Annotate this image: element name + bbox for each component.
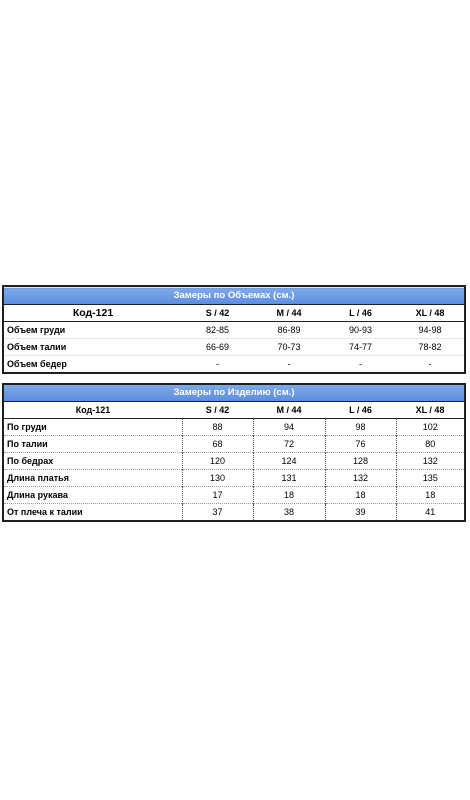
cell-value: 66-69 bbox=[182, 339, 253, 356]
table-title: Замеры по Объемах (см.) bbox=[4, 288, 464, 305]
table-row bbox=[4, 453, 464, 470]
row-label: Длина платья bbox=[4, 470, 182, 487]
cell-value: - bbox=[253, 356, 325, 373]
cell-value: 18 bbox=[396, 487, 464, 504]
size-header: M / 44 bbox=[253, 305, 325, 322]
cell-value: 82-85 bbox=[205, 325, 230, 335]
cell-value: 131 bbox=[253, 470, 325, 487]
product-code: Код-121 bbox=[4, 402, 182, 419]
cell-value: 88 bbox=[182, 419, 253, 436]
cell-value: 102 bbox=[396, 419, 464, 436]
cell-value: 94-98 bbox=[418, 325, 442, 335]
cell-value: 39 bbox=[325, 504, 396, 521]
size-header: L / 46 bbox=[325, 402, 396, 419]
table-title-row bbox=[4, 288, 464, 305]
cell-value: 18 bbox=[325, 487, 396, 504]
table-row bbox=[4, 470, 464, 487]
size-header: L / 46 bbox=[325, 305, 396, 322]
body-measurements-table bbox=[2, 285, 466, 374]
cell-value: 120 bbox=[182, 453, 253, 470]
table-header-row bbox=[4, 402, 464, 419]
garment-measurements-table bbox=[2, 383, 466, 522]
row-label: Объем груди bbox=[7, 325, 66, 335]
table-row bbox=[4, 356, 464, 373]
table-header-row bbox=[4, 305, 464, 322]
cell-value: 68 bbox=[182, 436, 253, 453]
size-header: XL / 48 bbox=[396, 305, 464, 322]
table-row bbox=[4, 436, 464, 453]
cell-value: 90-93 bbox=[348, 325, 373, 335]
cell-value: 132 bbox=[325, 470, 396, 487]
cell-value: 130 bbox=[182, 470, 253, 487]
cell-value: 132 bbox=[396, 453, 464, 470]
cell-value: - bbox=[396, 356, 464, 373]
row-label: От плеча к талии bbox=[4, 504, 182, 521]
cell-value: 128 bbox=[325, 453, 396, 470]
row-label: По груди bbox=[4, 419, 182, 436]
cell-value: 78-82 bbox=[396, 339, 464, 356]
cell-value: 94 bbox=[253, 419, 325, 436]
table-title-row bbox=[4, 385, 464, 402]
cell-value: 38 bbox=[253, 504, 325, 521]
size-header: M / 44 bbox=[253, 402, 325, 419]
row-label: По бедрах bbox=[4, 453, 182, 470]
row-label: Объем талии bbox=[4, 339, 182, 356]
table-row bbox=[4, 322, 464, 339]
table-row bbox=[4, 487, 464, 504]
cell-value: 17 bbox=[182, 487, 253, 504]
cell-value: 41 bbox=[396, 504, 464, 521]
product-code: Код-121 bbox=[4, 305, 182, 322]
cell-value: 37 bbox=[182, 504, 253, 521]
cell-value: 86-89 bbox=[277, 325, 301, 335]
cell-value: 80 bbox=[396, 436, 464, 453]
table-title: Замеры по Изделию (см.) bbox=[4, 385, 464, 402]
cell-value: 70-73 bbox=[253, 339, 325, 356]
row-label: Объем бедер bbox=[4, 356, 182, 373]
cell-value: - bbox=[182, 356, 253, 373]
row-label: Длина рукава bbox=[4, 487, 182, 504]
size-header: S / 42 bbox=[182, 305, 253, 322]
cell-value: 18 bbox=[253, 487, 325, 504]
table-row bbox=[4, 339, 464, 356]
cell-value: - bbox=[325, 356, 396, 373]
table-row bbox=[4, 504, 464, 521]
cell-value: 98 bbox=[325, 419, 396, 436]
row-label: По талии bbox=[4, 436, 182, 453]
cell-value: 72 bbox=[253, 436, 325, 453]
cell-value: 76 bbox=[325, 436, 396, 453]
cell-value: 124 bbox=[253, 453, 325, 470]
cell-value: 135 bbox=[396, 470, 464, 487]
size-header: S / 42 bbox=[182, 402, 253, 419]
size-header: XL / 48 bbox=[396, 402, 464, 419]
table-row bbox=[4, 419, 464, 436]
cell-value: 74-77 bbox=[325, 339, 396, 356]
